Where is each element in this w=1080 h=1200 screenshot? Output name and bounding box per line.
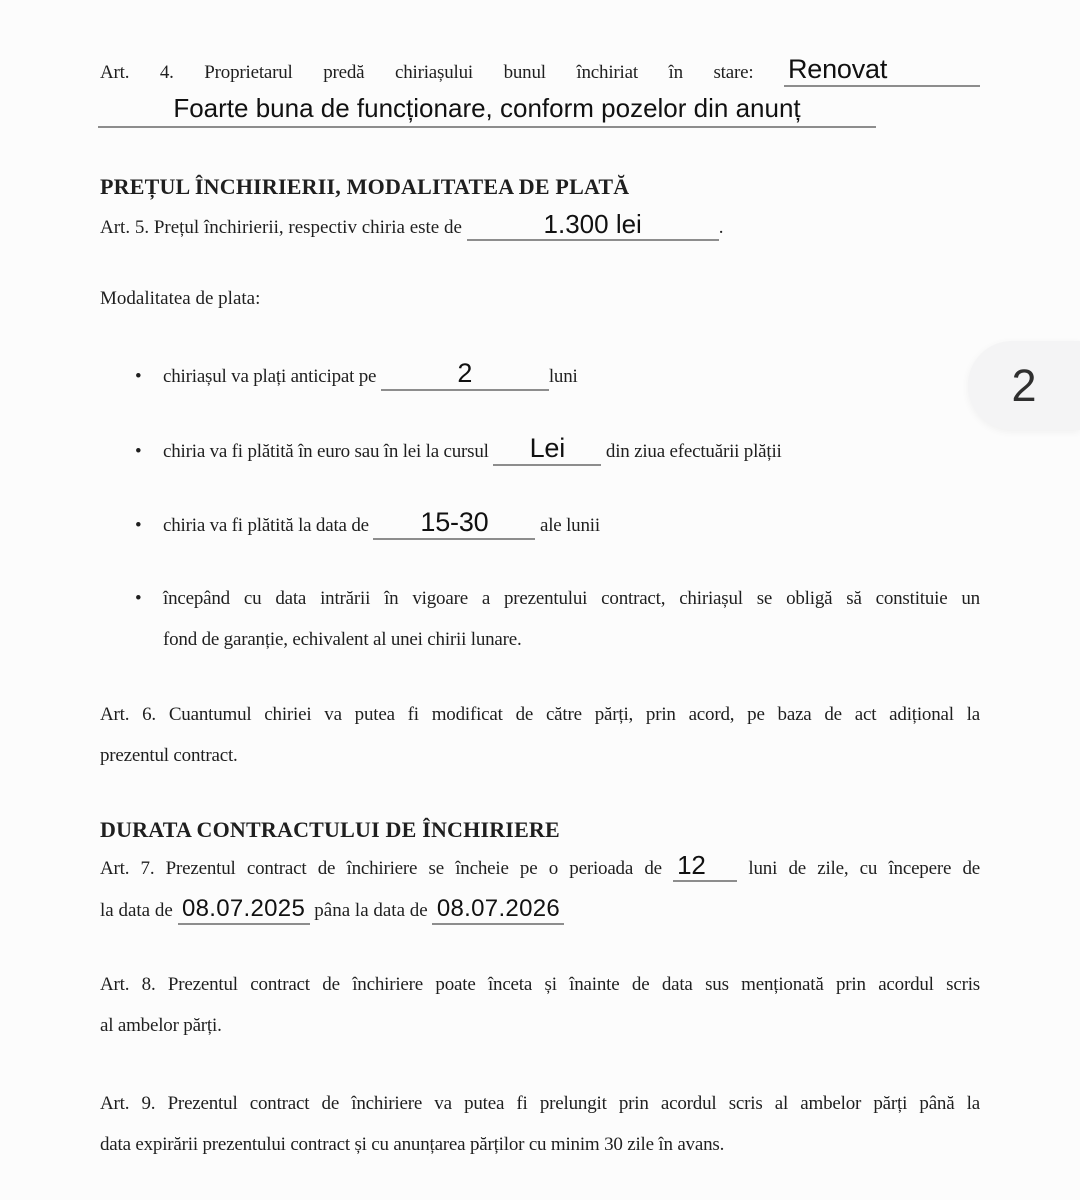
art4-prefix: Art. 4. Proprietarul predă chiriașului bunul închiriat în stare: bbox=[100, 62, 754, 83]
art6-line1: Art. 6. Cuantumul chiriei va putea fi modificat de către părți, prin acord, pe baza de act adițional la bbox=[100, 704, 980, 725]
art8-line1: Art. 8. Prezentul contract de închiriere poate înceta și înainte de data sus menționată prin acordul scris bbox=[100, 974, 980, 995]
art6-paragraph bbox=[100, 694, 980, 776]
art7-line2 bbox=[100, 889, 980, 933]
bullet-currency-prefix: chiria va fi plătită în euro sau în lei la cursul bbox=[163, 441, 489, 462]
bullet-marker: • bbox=[135, 515, 142, 536]
bullet-deposit-line1: începând cu data intrării în vigoare a prezentului contract, chiriașul se obligă să constituie un bbox=[163, 588, 980, 609]
bullet-payday-prefix: chiria va fi plătită la data de bbox=[163, 515, 369, 536]
bullet-item-currency bbox=[100, 429, 980, 475]
currency-fill: Lei bbox=[493, 434, 601, 466]
art9-line1: Art. 9. Prezentul contract de închiriere va putea fi prelungit prin acordul scris al ambelor părți până la bbox=[100, 1093, 980, 1114]
bullet-marker: • bbox=[135, 588, 142, 609]
bullet-marker: • bbox=[135, 366, 142, 387]
advance-months-fill: 2 bbox=[381, 359, 549, 391]
bullet-deposit-line2: fond de garanție, echivalent al unei chirii lunare. bbox=[163, 629, 522, 650]
art9-paragraph bbox=[100, 1083, 980, 1165]
art6-line2: prezentul contract. bbox=[100, 745, 238, 766]
price-section-heading: PREȚUL ÎNCHIRIERII, MODALITATEA DE PLATĂ bbox=[100, 174, 630, 199]
bullet-advance-prefix: chiriașul va plați anticipat pe bbox=[163, 366, 377, 387]
art4-line1 bbox=[100, 52, 980, 94]
end-date-fill: 08.07.2026 bbox=[432, 896, 564, 925]
art8-paragraph bbox=[100, 964, 980, 1046]
art7-prefix: Art. 7. Prezentul contract de închiriere se încheie pe o perioada de bbox=[100, 858, 662, 879]
bullet-payday-suffix: ale lunii bbox=[540, 515, 600, 536]
art7-from-label: la data de bbox=[100, 900, 173, 921]
art5-prefix: Art. 5. Prețul închirierii, respectiv chiria este de bbox=[100, 217, 462, 238]
art9-line2: data expirării prezentului contract și cu anunțarea părților cu minim 30 zile în avans. bbox=[100, 1134, 725, 1155]
payment-method-label: Modalitatea de plata: bbox=[100, 288, 261, 309]
bullet-advance-text bbox=[163, 354, 980, 400]
art5-period: . bbox=[718, 217, 724, 238]
bullet-item-advance bbox=[100, 354, 980, 400]
bullet-item-deposit bbox=[100, 578, 980, 660]
contract-months-fill: 12 bbox=[673, 851, 737, 882]
page-number-badge bbox=[968, 341, 1080, 430]
art8-line2: al ambelor părți. bbox=[100, 1015, 222, 1036]
art5-rent-fill: 1.300 lei bbox=[467, 210, 719, 241]
bullet-advance-suffix: luni bbox=[548, 366, 578, 387]
art5-line bbox=[100, 206, 980, 250]
page-number: 2 bbox=[1011, 359, 1037, 411]
bullet-item-payday bbox=[100, 502, 980, 550]
bullet-currency-suffix: din ziua efectuării plății bbox=[605, 441, 782, 462]
art7-line1 bbox=[100, 847, 980, 891]
bullet-deposit-text bbox=[163, 578, 980, 660]
art7-until-label: pâna la data de bbox=[314, 900, 428, 921]
start-date-fill: 08.07.2025 bbox=[178, 896, 310, 925]
art4-condition-fill-line: Foarte buna de funcționare, conform pozelor din anunț bbox=[98, 90, 876, 128]
art4-state-fill: Renovat bbox=[784, 55, 980, 87]
art7-mid: luni de zile, cu începere de bbox=[748, 858, 980, 879]
bullet-currency-text bbox=[163, 429, 980, 475]
duration-section-heading: DURATA CONTRACTULUI DE ÎNCHIRIERE bbox=[100, 817, 560, 842]
payday-fill: 15-30 bbox=[373, 508, 535, 540]
bullet-marker: • bbox=[135, 441, 142, 462]
bullet-payday-text bbox=[163, 502, 980, 550]
